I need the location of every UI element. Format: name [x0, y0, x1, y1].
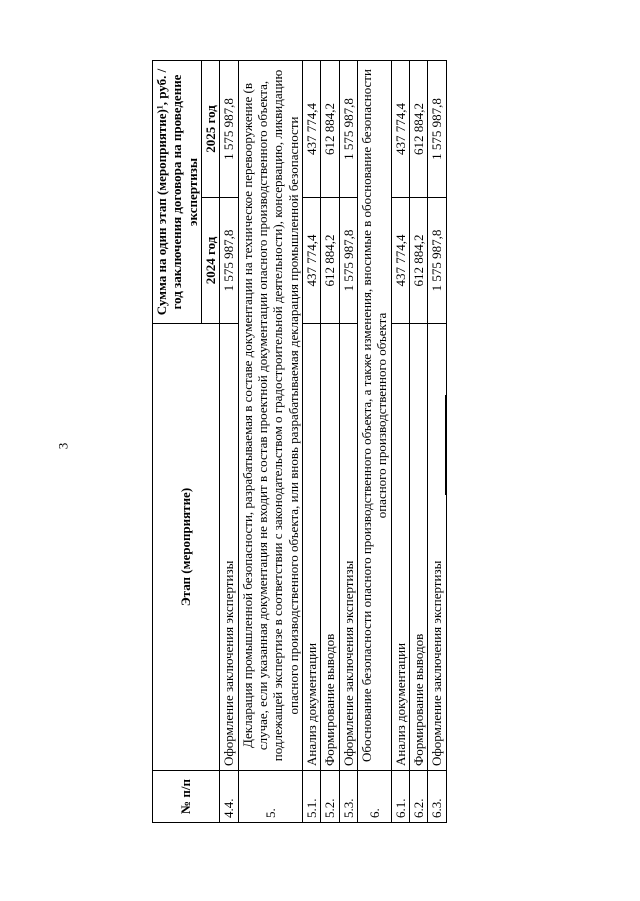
value-2024: 612 884,2 [409, 198, 427, 324]
row-number: 4.4. [220, 771, 238, 823]
value-2024: 437 774,4 [391, 198, 409, 324]
row-number: 5.3. [339, 771, 357, 823]
value-2024: 612 884,2 [321, 198, 339, 324]
table-row [220, 61, 238, 823]
table-body [220, 61, 446, 823]
table-row [339, 61, 357, 823]
page-number: 3 [55, 442, 71, 450]
table-row [409, 61, 427, 823]
value-2025: 1 575 987,8 [339, 61, 357, 198]
stage-name: Оформление заключения экспертизы [428, 324, 446, 771]
section-title: Декларация промышленной безопасности, разрабатываемая в составе документации на техническое перевооружение (в случае, если указанная документация не входит в состав проектной документации опасного производственного объекта, подлежащей экспертизе в соответствии с законодательством о градостроительной деятельности), консервацию, ликвидацию опасного производственного объекта, или вновь разрабатываемая декларация промышленной безопасности [238, 61, 302, 771]
table-row [391, 61, 409, 823]
header-year-2024: 2024 год [201, 198, 219, 324]
section-title: Обоснование безопасности опасного производственного объекта, а также изменения, вносимые в обоснование безопасности опасного производственного объекта [357, 61, 391, 771]
row-number: 6.2. [409, 771, 427, 823]
header-sum: Сумма на один этап (мероприятие)¹, руб. / год заключения договора на проведение экспертизы [153, 61, 202, 324]
row-number: 5.1. [302, 771, 320, 823]
value-2024: 1 575 987,8 [339, 198, 357, 324]
value-2024: 1 575 987,8 [220, 198, 238, 324]
cost-table [152, 60, 447, 823]
stage-name: Анализ документации [391, 324, 409, 771]
table-row [302, 61, 320, 823]
stage-name: Формирование выводов [321, 324, 339, 771]
section-row [357, 61, 391, 823]
value-2025: 437 774,4 [391, 61, 409, 198]
value-2025: 612 884,2 [409, 61, 427, 198]
value-2024: 437 774,4 [302, 198, 320, 324]
stage-name: Анализ документации [302, 324, 320, 771]
table-head [153, 61, 220, 823]
row-number: 6.3. [428, 771, 446, 823]
row-number: 5. [238, 771, 302, 823]
value-2025: 1 575 987,8 [428, 61, 446, 198]
table-row [321, 61, 339, 823]
stage-name: Оформление заключения экспертизы [339, 324, 357, 771]
stage-name: Оформление заключения экспертизы [220, 324, 238, 771]
header-year-2025: 2025 год [201, 61, 219, 198]
table-row [428, 61, 446, 823]
stage-name: Формирование выводов [409, 324, 427, 771]
section-row [238, 61, 302, 823]
rotated-table-container [152, 61, 445, 823]
value-2024: 1 575 987,8 [428, 198, 446, 324]
header-num: № п/п [153, 771, 220, 823]
row-number: 6. [357, 771, 391, 823]
header-stage: Этап (мероприятие) [153, 324, 220, 771]
value-2025: 437 774,4 [302, 61, 320, 198]
row-number: 5.2. [321, 771, 339, 823]
row-number: 6.1. [391, 771, 409, 823]
value-2025: 612 884,2 [321, 61, 339, 198]
value-2025: 1 575 987,8 [220, 61, 238, 198]
